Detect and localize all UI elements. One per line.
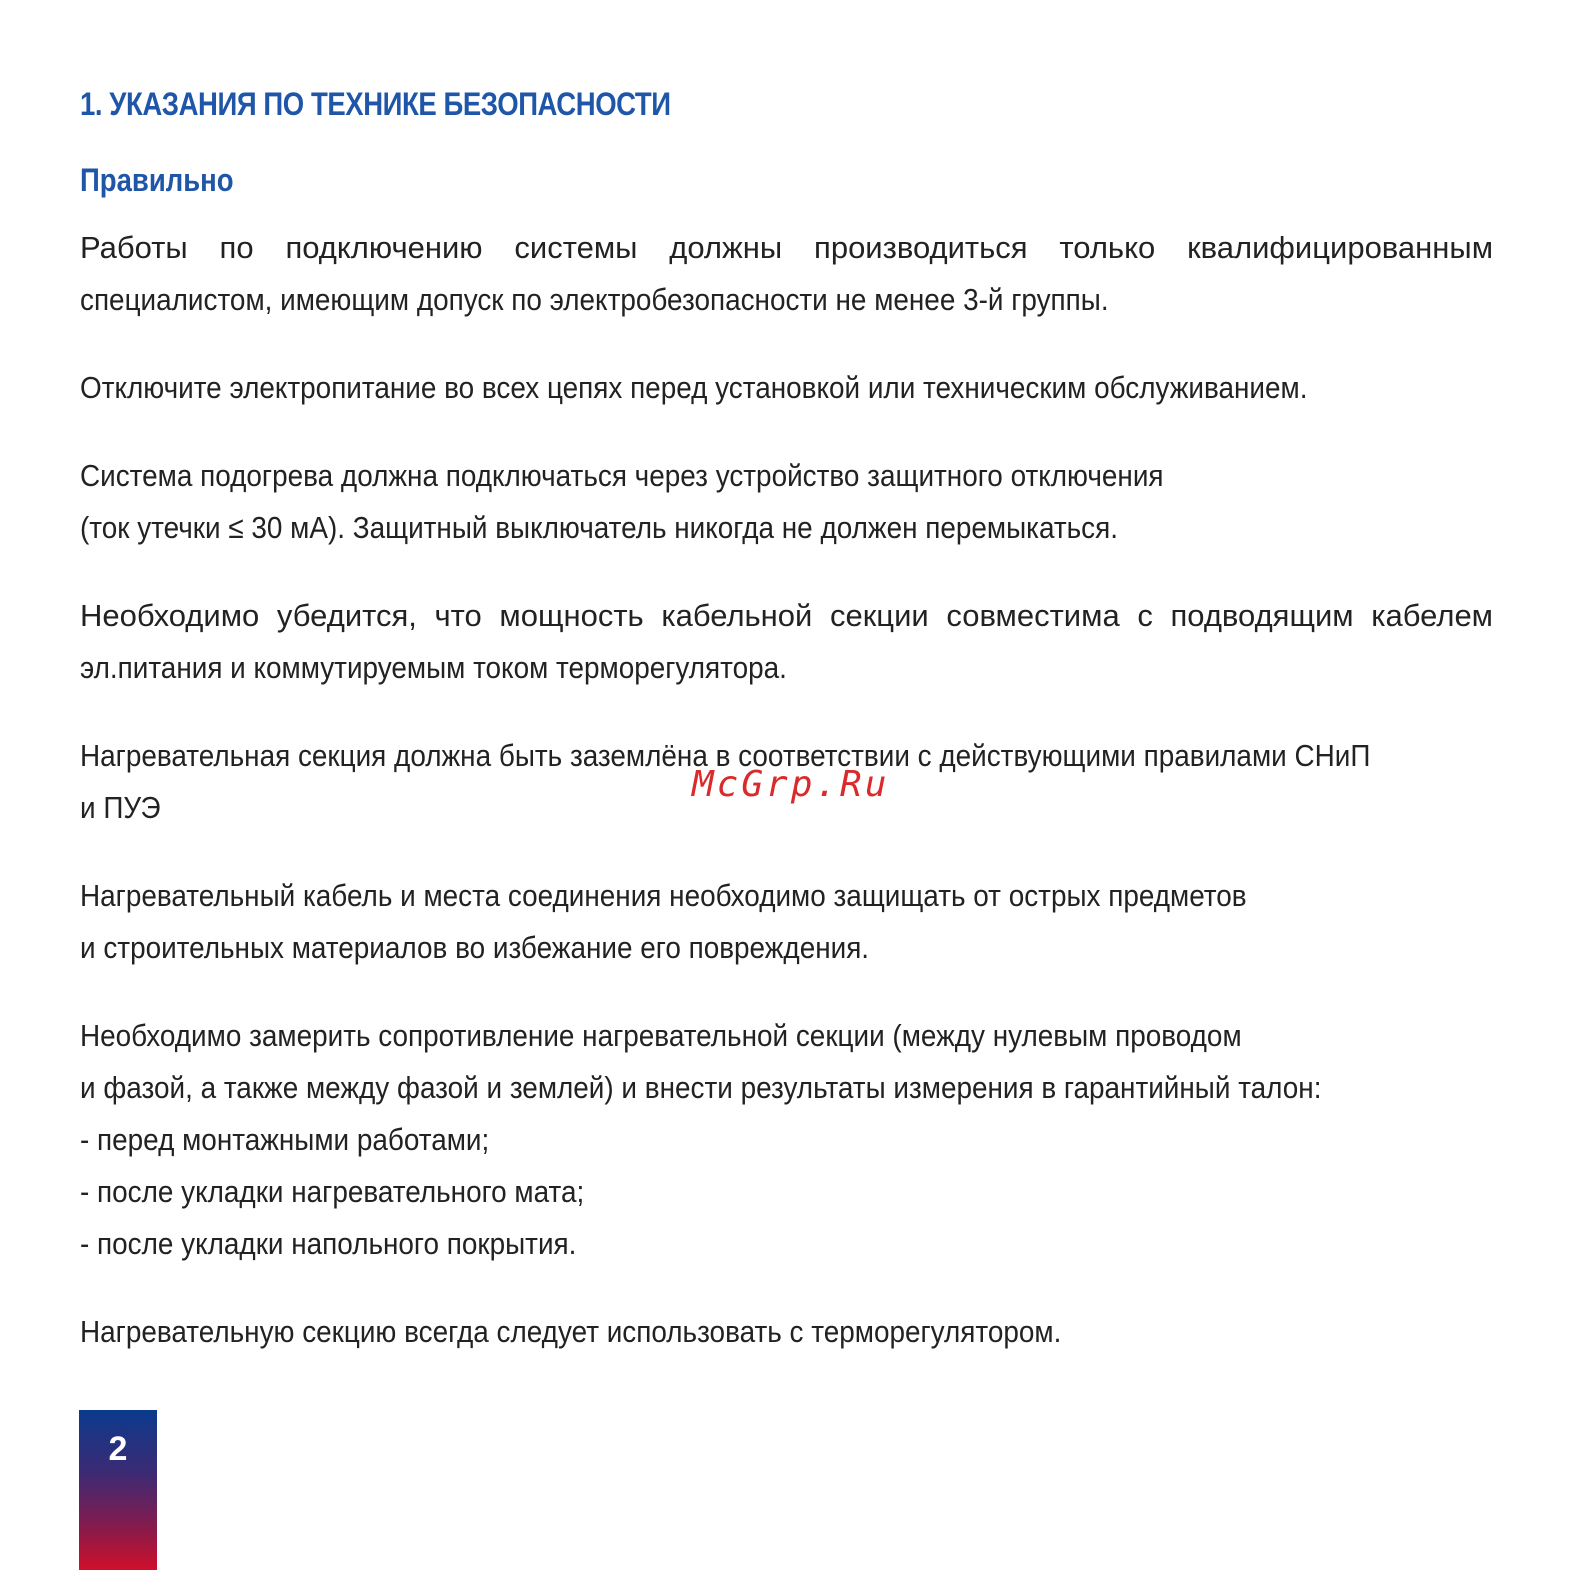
paragraph-line: Необходимо замерить сопротивление нагревательной секции (между нулевым проводом (80, 1018, 1242, 1053)
paragraph-line: Работы по подключению системы должны производиться только квалифицированным (80, 230, 1493, 265)
paragraph-power-compat (80, 590, 1493, 694)
list-item: - после укладки нагревательного мата; (80, 1174, 585, 1209)
paragraph-line: Нагревательный кабель и места соединения необходимо защищать от острых предметов (80, 878, 1247, 913)
page-number: 2 (108, 1430, 128, 1468)
document-body (80, 222, 1493, 1394)
list-item: - перед монтажными работами; (80, 1122, 490, 1157)
paragraph-line: Система подогрева должна подключаться через устройство защитного отключения (80, 458, 1164, 493)
paragraph-cable-protection (80, 870, 1493, 974)
paragraph-rcd (80, 450, 1493, 554)
paragraph-line: Отключите электропитание во всех цепях перед установкой или техническим обслуживанием. (80, 370, 1308, 405)
paragraph-line: и строительных материалов во избежание его повреждения. (80, 930, 870, 965)
paragraph-line: Необходимо убедится, что мощность кабельной секции совместима с подводящим кабелем (80, 598, 1493, 633)
paragraph-line: Нагревательную секцию всегда следует использовать с терморегулятором. (80, 1314, 1062, 1349)
paragraph-qualified-specialist (80, 222, 1493, 326)
paragraph-resistance (80, 1010, 1493, 1270)
paragraph-line: эл.питания и коммутируемым током терморегулятора. (80, 650, 787, 685)
page-number-box (79, 1410, 157, 1570)
paragraph-line: (ток утечки ≤ 30 мА). Защитный выключатель никогда не должен перемыкаться. (80, 510, 1118, 545)
list-item: - после укладки напольного покрытия. (80, 1226, 577, 1261)
paragraph-line: и фазой, а также между фазой и землей) и внести результаты измерения в гарантийный талон: (80, 1070, 1322, 1105)
paragraph-line: и ПУЭ (80, 790, 161, 825)
section-title: 1. УКАЗАНИЯ ПО ТЕХНИКЕ БЕЗОПАСНОСТИ (80, 86, 671, 122)
paragraph-line: специалистом, имеющим допуск по электробезопасности не менее 3-й группы. (80, 282, 1109, 317)
paragraph-thermostat (80, 1306, 1493, 1358)
subtitle: Правильно (80, 162, 234, 198)
paragraph-power-off (80, 362, 1493, 414)
paragraph-line: Нагревательная секция должна быть заземлёна в соответствии с действующими правилами СНиП (80, 738, 1371, 773)
watermark: McGrp.Ru (692, 764, 890, 805)
